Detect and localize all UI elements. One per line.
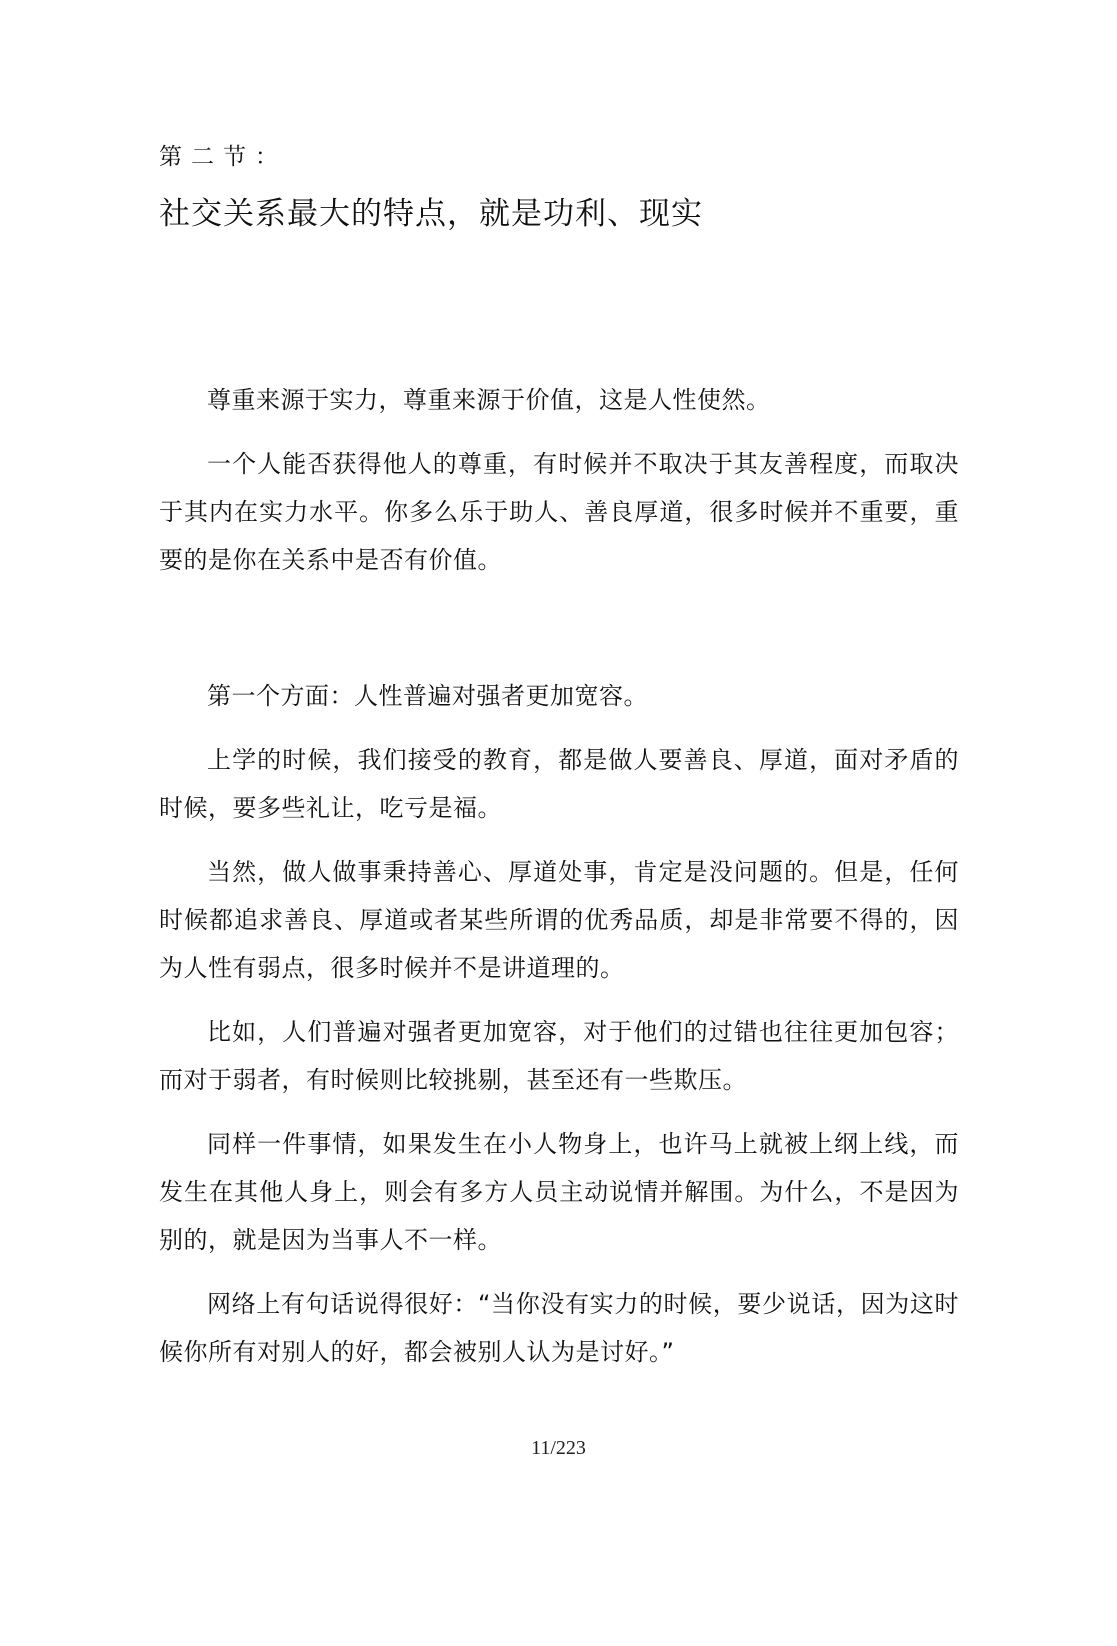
paragraph-7: 网络上有句话说得很好：“当你没有实力的时候，要少说话，因为这时候你所有对别人的好，都会被别人认为是讨好。” <box>159 1290 959 1366</box>
subsection-heading: 第一个方面：人性普遍对强者更加宽容。 <box>207 682 648 710</box>
page-content <box>159 140 959 1376</box>
paragraph-6: 同样一件事情，如果发生在小人物身上，也许马上就被上纲上线，而发生在其他人身上，则会有多方人员主动说情并解围。为什么，不是因为别的，就是因为当事人不一样。 <box>159 1130 959 1254</box>
page-number: 11/223 <box>531 1437 586 1459</box>
chapter-title: 社交关系最大的特点，就是功利、现实 <box>159 196 703 232</box>
paragraph-5: 比如，人们普遍对强者更加宽容，对于他们的过错也往往更加包容；而对于弱者，有时候则比较挑剔，甚至还有一些欺压。 <box>159 1018 959 1094</box>
paragraph-2: 一个人能否获得他人的尊重，有时候并不取决于其友善程度，而取决于其内在实力水平。你多么乐于助人、善良厚道，很多时候并不重要，重要的是你在关系中是否有价值。 <box>159 450 959 574</box>
paragraph-1: 尊重来源于实力，尊重来源于价值，这是人性使然。 <box>207 386 771 414</box>
paragraph-3: 上学的时候，我们接受的教育，都是做人要善良、厚道，面对矛盾的时候，要多些礼让，吃亏是福。 <box>159 746 959 822</box>
paragraph-4: 当然，做人做事秉持善心、厚道处事，肯定是没问题的。但是，任何时候都追求善良、厚道或者某些所谓的优秀品质，却是非常要不得的，因为人性有弱点，很多时候并不是讲道理的。 <box>159 858 959 982</box>
section-label: 第二节： <box>159 144 287 170</box>
